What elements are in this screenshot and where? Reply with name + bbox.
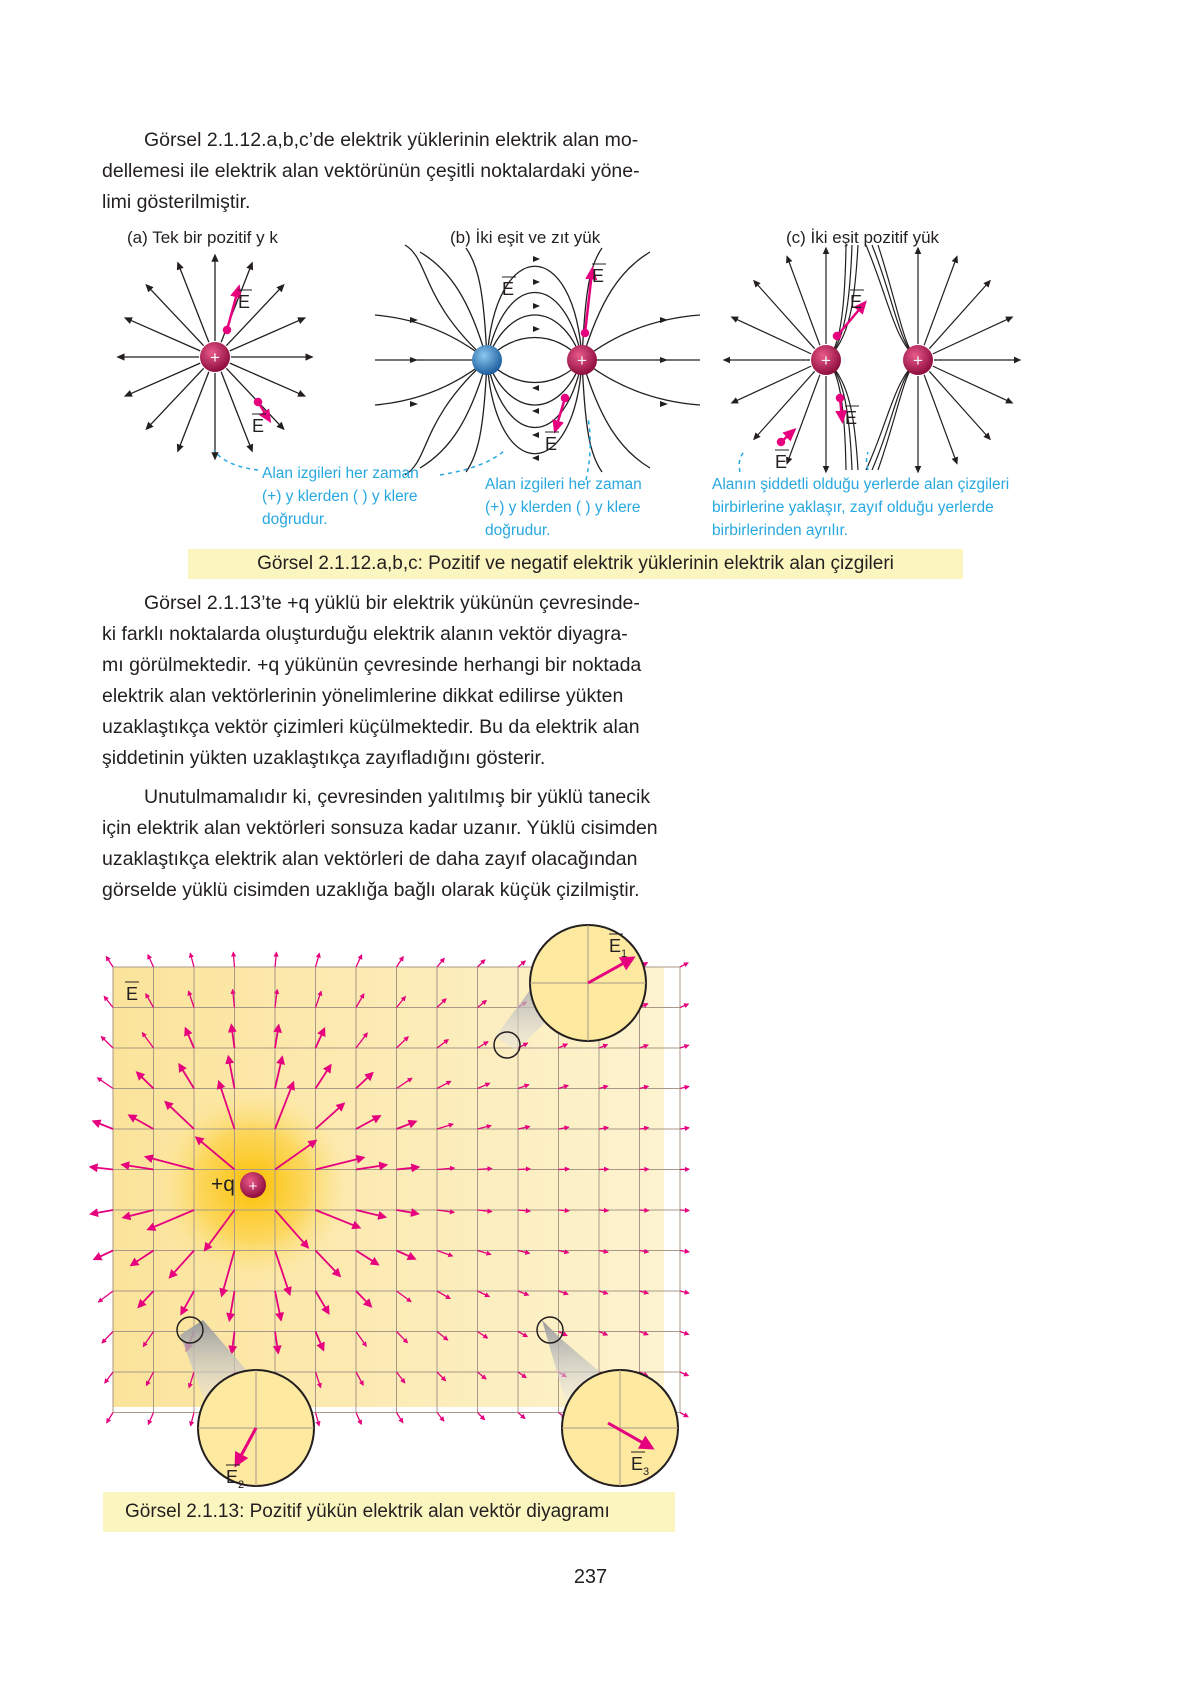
e3-subscript: 3 xyxy=(643,1466,650,1478)
field-vector xyxy=(680,1087,689,1089)
plus-sign-b: + xyxy=(577,351,587,370)
figure-a-label: (a) Tek bir pozitif y k xyxy=(127,228,278,247)
field-vector xyxy=(680,1128,689,1129)
note-line: (+) y klerden ( ) y klere xyxy=(262,488,418,505)
e3-label: E xyxy=(631,1454,644,1474)
field-vector xyxy=(90,1167,113,1170)
e-label: E xyxy=(252,416,265,436)
note-line: (+) y klerden ( ) y klere xyxy=(485,499,641,516)
note-line: birbirlerine yaklaşır, zayıf olduğu yerlerde xyxy=(712,499,994,516)
field-vector xyxy=(105,1372,113,1383)
field-vector xyxy=(102,1332,113,1343)
field-vector xyxy=(104,996,113,1007)
figure-c-label: (c) İki eşit pozitif yük xyxy=(786,228,940,247)
text-line: Unutulmamalıdır ki, çevresinden yalıtılmış bir yüklü tanecik xyxy=(144,786,651,808)
field-vector xyxy=(397,1413,403,1423)
field-vector xyxy=(559,1210,569,1211)
field-vector xyxy=(190,953,194,967)
field-vector xyxy=(397,957,404,967)
note-line: Alanın şiddetli olduğu yerlerde alan çizgileri xyxy=(712,476,1010,493)
field-vector xyxy=(107,1413,113,1423)
text-line: Görsel 2.1.12.a,b,c’de elektrik yüklerinin elektrik alan mo- xyxy=(144,129,639,151)
field-vector xyxy=(148,955,154,967)
text-line: ki farklı noktalarda oluşturduğu elektrik alanın vektör diyagra- xyxy=(102,623,628,645)
e-label: E xyxy=(592,266,605,286)
field-vector xyxy=(91,1210,113,1214)
field-vector xyxy=(680,1413,688,1417)
field-vector xyxy=(680,1210,689,1211)
e-label: E xyxy=(775,452,788,472)
plus-sign-c-right: + xyxy=(913,351,923,370)
field-vector xyxy=(640,1210,649,1211)
figure1-caption: Görsel 2.1.12.a,b,c: Pozitif ve negatif elektrik yüklerinin elektrik alan çizgileri xyxy=(188,549,963,579)
e-label: E xyxy=(850,292,863,312)
field-vector xyxy=(94,1251,113,1260)
field-vector xyxy=(680,1332,689,1335)
field-vector xyxy=(191,1413,194,1426)
field-vector xyxy=(93,1121,113,1129)
field-vector xyxy=(437,1413,444,1422)
field-label: E xyxy=(126,984,139,1004)
field-vector xyxy=(233,952,234,967)
text-line: mı görülmektedir. +q yükünün çevresinde herhangi bir noktada xyxy=(102,654,642,676)
e2-subscript: 2 xyxy=(238,1479,245,1491)
text-line: uzaklaştıkça elektrik alan vektörleri de daha zayıf olacağından xyxy=(102,848,638,870)
charge-label: +q xyxy=(211,1173,235,1196)
field-vector xyxy=(518,1413,525,1419)
text-line: için elektrik alan vektörleri sonsuza kadar uzanır. Yüklü cisimden xyxy=(102,817,658,839)
note-line: Alan izgileri her zaman xyxy=(262,465,419,482)
e2-label: E xyxy=(226,1467,239,1487)
field-vector xyxy=(437,958,444,967)
field-vector xyxy=(275,952,276,967)
note-line: Alan izgileri her zaman xyxy=(485,476,642,493)
e-label: E xyxy=(845,408,858,428)
field-vector xyxy=(599,1210,608,1211)
field-vector xyxy=(518,961,525,967)
field-vector xyxy=(356,955,362,967)
e-label: E xyxy=(502,279,515,299)
text-line: elektrik alan vektörlerinin yönelimlerine dikkat edilirse yükten xyxy=(102,685,624,707)
field-vector xyxy=(680,1004,688,1007)
page-number: 237 xyxy=(573,1566,608,1588)
plus-sign-q: + xyxy=(248,1178,258,1195)
field-vector xyxy=(680,1291,689,1293)
field-vector xyxy=(680,1372,688,1376)
note-line: birbirlerinden ayrılır. xyxy=(712,522,849,539)
field-vector xyxy=(148,1413,153,1425)
text-line: dellemesi ile elektrik alan vektörünün çeşitli noktalardaki yöne- xyxy=(102,160,640,182)
figure2-caption: Görsel 2.1.13: Pozitif yükün elektrik alan vektör diyagramı xyxy=(103,1492,675,1532)
field-vector xyxy=(680,1045,689,1048)
text-line: şiddetinin yükten uzaklaştıkça zayıfladığını gösterir. xyxy=(102,747,546,769)
field-vector xyxy=(106,957,113,967)
plus-sign-a: + xyxy=(210,348,220,367)
field-vector xyxy=(316,953,320,967)
e-label: E xyxy=(545,434,558,454)
e1-subscript: 1 xyxy=(621,948,628,960)
field-vector xyxy=(356,1413,361,1425)
field-vector xyxy=(478,960,485,967)
field-vector xyxy=(680,1251,689,1252)
text-line: uzaklaştıkça vektör çizimleri küçülmektedir. Bu da elektrik alan xyxy=(102,716,640,738)
note-line: doğrudur. xyxy=(262,511,328,528)
note-line: doğrudur. xyxy=(485,522,551,539)
field-vector xyxy=(98,1078,113,1089)
field-vector xyxy=(518,1169,530,1170)
e-label: E xyxy=(238,292,251,312)
text-line: Görsel 2.1.13’te +q yüklü bir elektrik yükünün çevresinde- xyxy=(144,592,640,614)
text-line: görselde yüklü cisimden uzaklığa bağlı olarak küçük çizilmiştir. xyxy=(102,879,640,901)
text-line: limi gösterilmiştir. xyxy=(102,191,251,213)
e1-label: E xyxy=(609,936,622,956)
field-vector xyxy=(98,1291,113,1302)
field-vector xyxy=(559,1169,569,1170)
field-vector xyxy=(478,1413,485,1420)
plus-sign-c-left: + xyxy=(821,351,831,370)
field-vector xyxy=(101,1037,113,1048)
figure-b-label: (b) İki eşit ve zıt yük xyxy=(450,228,601,247)
field-vector xyxy=(680,963,688,967)
field-vector xyxy=(316,1413,320,1426)
